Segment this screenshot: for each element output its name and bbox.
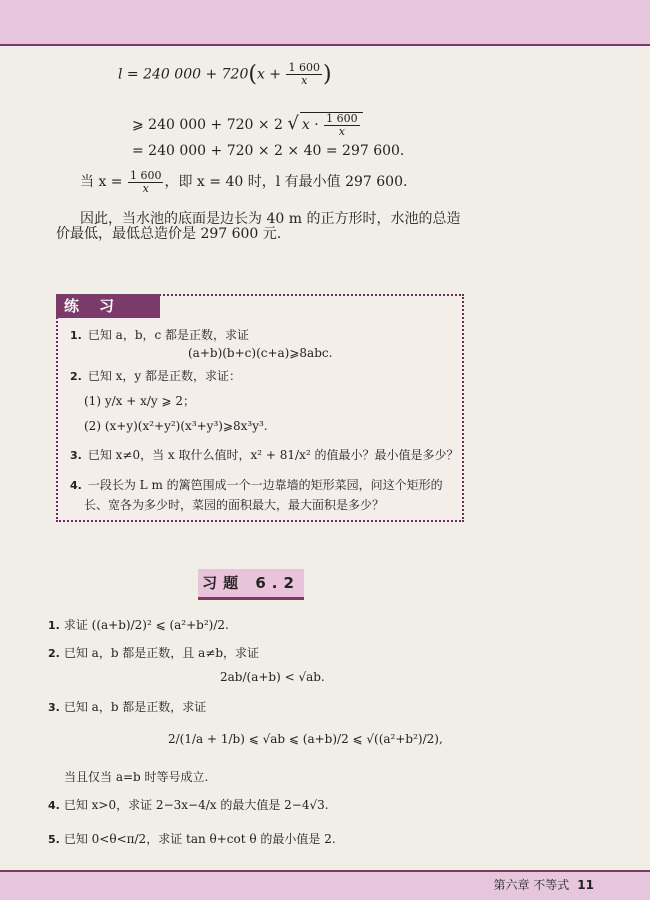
practice-item: 长、宽各为多少时，菜园的面积最大，最大面积是多少？	[84, 498, 385, 512]
practice-item: 2. 已知 x，y 都是正数，求证：	[70, 369, 242, 383]
when-line: 当 x = $\frac{1 600}{x}$ ，即 x = 40 时，l 有最小值 297 600.	[80, 169, 408, 195]
derivation-line-2: ⩾ 240 000 + 720 × 2 √ x · $\frac{1 600}{x}$	[132, 112, 363, 137]
exercise-item: 2. 已知 a，b 都是正数，且 a≠b，求证	[48, 646, 260, 660]
derivation-line-3: = 240 000 + 720 × 2 × 40 = 297 600.	[132, 143, 405, 159]
practice-item: (a+b)(b+c)(c+a)⩾8abc.	[188, 346, 333, 360]
practice-item: 3. 已知 x≠0，当 x 取什么值时，x² + 81/x² 的值最小？最小值是多少？	[70, 448, 459, 462]
conclusion-line-2: 价最低，最低总造价是 297 600 元.	[56, 226, 282, 242]
practice-item: 4. 一段长为 L m 的篱笆围成一个一边靠墙的矩形菜园，问这个矩形的	[70, 478, 443, 492]
exercise-item: 1. 求证 ((a+b)/2)² ⩽ (a²+b²)/2.	[48, 618, 229, 632]
practice-item: (1) y/x + x/y ⩾ 2；	[84, 394, 195, 408]
exercise-item: 2ab/(a+b) < √ab.	[220, 670, 325, 684]
derivation-line-1: l = 240 000 + 720(x + $\frac{1 600}{x}$ )	[118, 61, 332, 87]
exercise-item: 5. 已知 0<θ<π/2，求证 tan θ+cot θ 的最小值是 2.	[48, 832, 336, 846]
exercise-item: 当且仅当 a=b 时等号成立.	[64, 770, 209, 784]
footer-rule	[0, 870, 650, 872]
header-band	[0, 0, 650, 48]
practice-title: 练习	[56, 294, 160, 318]
practice-item: (2) (x+y)(x²+y²)(x³+y³)⩾8x³y³.	[84, 419, 268, 433]
exercise-item: 3. 已知 a，b 都是正数，求证	[48, 700, 207, 714]
conclusion-line-1: 因此，当水池的底面是边长为 40 m 的正方形时，水池的总造	[80, 211, 461, 227]
exercise-section-title: 习题 6.2	[198, 569, 304, 600]
exercise-item: 2/(1/a + 1/b) ⩽ √ab ⩽ (a+b)/2 ⩽ √((a²+b²)/2),	[168, 732, 443, 746]
page-number: 11	[577, 878, 594, 892]
exercise-item: 4. 已知 x>0，求证 2−3x−4/x 的最大值是 2−4√3.	[48, 798, 329, 812]
chapter-label: 第六章 不等式	[493, 878, 570, 892]
practice-item: 1. 已知 a，b，c 都是正数，求证	[70, 328, 250, 342]
footer	[493, 876, 594, 893]
